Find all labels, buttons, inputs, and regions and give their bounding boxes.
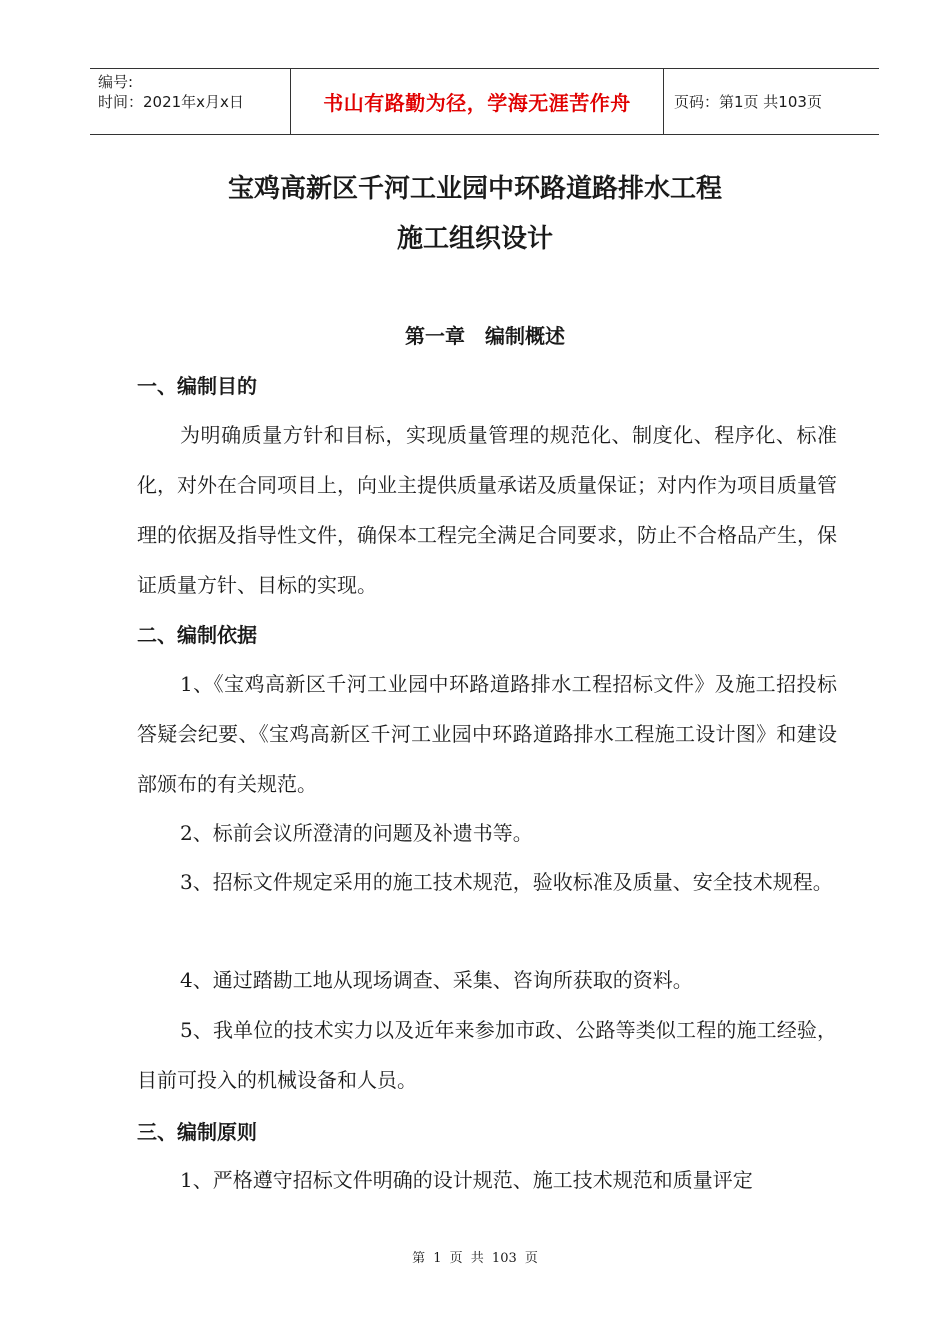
header-meta: [90, 69, 291, 134]
doc-title-line2: 施工组织设计: [396, 224, 553, 254]
motto: 书山有路勤为径，学海无涯苦作舟: [323, 91, 631, 115]
number-label: 编号:: [98, 73, 134, 91]
section-1-paragraph: 为明确质量方针和目标，实现质量管理的规范化、制度化、程序化、标准化，对外在合同项目上，向业主提供质量承诺及质量保证；对内作为项目质量管理的依据及指导性文件，确保本工程完全满足合同要求，防止不合格品产生，保证质量方针、目标的实现。: [137, 423, 837, 597]
header-motto-cell: [291, 69, 664, 134]
list-item: 4、通过踏勘工地从现场调查、采集、咨询所获取的资料。: [180, 968, 693, 992]
list-item: 2、标前会议所澄清的问题及补遗书等。: [180, 821, 533, 845]
chapter-title: 第一章 编制概述: [405, 324, 565, 348]
page-footer: 第 1 页 共 103 页: [412, 1251, 538, 1266]
section-heading-1: 一、编制目的: [137, 374, 257, 398]
doc-title-line1: 宝鸡高新区千河工业园中环路道路排水工程: [227, 174, 722, 204]
header-page-info-cell: [664, 69, 879, 134]
list-item: 5、我单位的技术实力以及近年来参加市政、公路等类似工程的施工经验，目前可投入的机械设备和人员。: [137, 1018, 837, 1092]
document-header: [90, 68, 879, 135]
page-info: 页码：第1页 共103页: [674, 93, 822, 111]
section-heading-2: 二、编制依据: [137, 623, 257, 647]
section-heading-3: 三、编制原则: [137, 1120, 257, 1144]
list-item: 1、严格遵守招标文件明确的设计规范、施工技术规范和质量评定: [180, 1168, 753, 1192]
list-item: 1、《宝鸡高新区千河工业园中环路道路排水工程招标文件》及施工招投标答疑会纪要、《宝鸡高新区千河工业园中环路道路排水工程施工设计图》和建设部颁布的有关规范。: [137, 672, 837, 796]
list-item: 3、招标文件规定采用的施工技术规范，验收标准及质量、安全技术规程。: [180, 870, 833, 894]
time-label: 时间：2021年x月x日: [98, 93, 244, 111]
